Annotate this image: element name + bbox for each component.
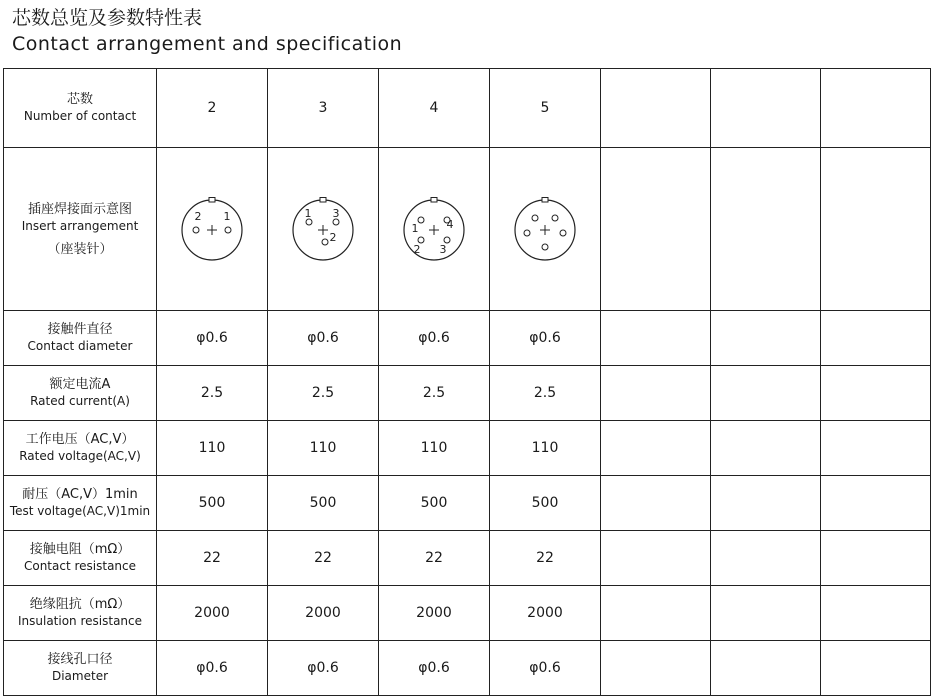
pin-number: 2 (194, 210, 202, 223)
label-extra: （座装针） (47, 241, 113, 257)
contact-count-cell: 4 (379, 69, 490, 148)
label-cn: 额定电流A (49, 377, 111, 392)
label-en: Test voltage(AC,V)1min (9, 504, 151, 518)
label-contact-resistance (4, 531, 157, 586)
pin-contact (552, 215, 558, 221)
insert-arrangement-diagram (510, 194, 580, 264)
value-cell (601, 311, 711, 366)
label-contact-diameter (4, 311, 157, 366)
insert-diagram-cell (821, 148, 931, 311)
key-notch (431, 198, 437, 203)
contact-count-cell (711, 69, 821, 148)
value-cell: 500 (490, 476, 601, 531)
pin-contact (193, 227, 199, 233)
value-cell: 2000 (490, 586, 601, 641)
value-cell: 110 (268, 421, 379, 476)
insert-diagram-cell (711, 148, 821, 311)
value-cell (601, 366, 711, 421)
value-cell: φ0.6 (268, 641, 379, 696)
value-cell: 2.5 (379, 366, 490, 421)
value-cell: 2.5 (157, 366, 268, 421)
value-cell (601, 476, 711, 531)
contact-count-cell: 5 (490, 69, 601, 148)
insert-arrangement-diagram (177, 194, 247, 264)
pin-number: 3 (439, 243, 447, 256)
label-cn: 芯数 (66, 92, 93, 107)
value-cell (711, 311, 821, 366)
value-cell: φ0.6 (379, 311, 490, 366)
label-en: Insert arrangement (21, 218, 139, 233)
value-cell: 110 (157, 421, 268, 476)
label-en: Diameter (51, 669, 109, 683)
label-en: Rated current(A) (30, 394, 130, 408)
value-cell: φ0.6 (157, 641, 268, 696)
value-cell: φ0.6 (490, 311, 601, 366)
label-en: Number of contact (23, 109, 137, 123)
value-cell (821, 641, 931, 696)
value-cell: 110 (490, 421, 601, 476)
row-test-voltage (4, 476, 931, 531)
label-insert-arrangement (4, 148, 157, 311)
pin-number: 1 (223, 210, 231, 223)
row-wire-hole-diameter (4, 641, 931, 696)
pin-contact (524, 230, 530, 236)
value-cell (711, 366, 821, 421)
pin-contact (322, 239, 328, 245)
row-contact-resistance (4, 531, 931, 586)
value-cell: 500 (268, 476, 379, 531)
insert-diagram-cell (379, 148, 490, 311)
key-notch (542, 198, 548, 203)
insert-diagram-cell (157, 148, 268, 311)
title-cn: 芯数总览及参数特性表 (12, 7, 203, 29)
row-insulation-resistance (4, 586, 931, 641)
label-cn: 接触件直径 (47, 322, 113, 337)
insert-diagram-cell (268, 148, 379, 311)
value-cell: φ0.6 (157, 311, 268, 366)
value-cell (601, 586, 711, 641)
label-cn: 接线孔口径 (47, 652, 113, 667)
label-number-of-contact (4, 69, 157, 148)
value-cell: 500 (379, 476, 490, 531)
label-wire-hole-diameter (4, 641, 157, 696)
pin-number: 3 (332, 207, 340, 220)
value-cell: 22 (490, 531, 601, 586)
row-insert-arrangement (4, 148, 931, 311)
value-cell (601, 421, 711, 476)
label-cn: 接触电阻（mΩ） (29, 542, 131, 557)
row-rated-voltage (4, 421, 931, 476)
value-cell (711, 476, 821, 531)
insert-arrangement-diagram (399, 194, 469, 264)
value-cell (711, 421, 821, 476)
insert-diagram-cell (490, 148, 601, 311)
label-en: Rated voltage(AC,V) (19, 449, 141, 463)
value-cell: 500 (157, 476, 268, 531)
value-cell (821, 531, 931, 586)
value-cell: φ0.6 (490, 641, 601, 696)
pin-contact (542, 244, 548, 250)
value-cell: 2.5 (268, 366, 379, 421)
value-cell: 2000 (157, 586, 268, 641)
label-en: Contact resistance (23, 559, 137, 573)
pin-contact (418, 217, 424, 223)
label-rated-voltage (4, 421, 157, 476)
value-cell: φ0.6 (379, 641, 490, 696)
key-notch (209, 198, 215, 203)
label-cn: 工作电压（AC,V） (25, 432, 135, 447)
value-cell (711, 641, 821, 696)
row-contact-diameter (4, 311, 931, 366)
contact-count-cell (821, 69, 931, 148)
contact-count-cell (601, 69, 711, 148)
value-cell (821, 311, 931, 366)
label-cn: 插座焊接面示意图 (27, 201, 132, 217)
key-notch (320, 198, 326, 203)
spec-table (3, 68, 931, 696)
insert-diagram-cell (601, 148, 711, 311)
label-insulation-resistance (4, 586, 157, 641)
row-rated-current (4, 366, 931, 421)
pin-contact (532, 215, 538, 221)
title-en: Contact arrangement and specification (12, 33, 403, 55)
pin-contact (225, 227, 231, 233)
value-cell: 22 (379, 531, 490, 586)
value-cell (601, 531, 711, 586)
value-cell (711, 586, 821, 641)
label-cn: 耐压（AC,V）1min (22, 487, 138, 502)
pin-number: 2 (413, 243, 421, 256)
value-cell: 22 (157, 531, 268, 586)
value-cell (601, 641, 711, 696)
pin-number: 1 (304, 207, 312, 220)
value-cell (821, 421, 931, 476)
value-cell: φ0.6 (268, 311, 379, 366)
value-cell: 2000 (379, 586, 490, 641)
contact-count-cell: 2 (157, 69, 268, 148)
label-en: Insulation resistance (17, 614, 143, 628)
value-cell (711, 531, 821, 586)
pin-number: 4 (446, 218, 454, 231)
pin-contact (560, 230, 566, 236)
row-number-of-contact (4, 69, 931, 148)
value-cell: 2.5 (490, 366, 601, 421)
pin-number: 1 (411, 222, 419, 235)
label-en: Contact diameter (27, 339, 133, 353)
value-cell: 22 (268, 531, 379, 586)
pin-number: 2 (329, 231, 337, 244)
value-cell (821, 476, 931, 531)
value-cell: 110 (379, 421, 490, 476)
value-cell (821, 366, 931, 421)
label-cn: 绝缘阻抗（mΩ） (29, 597, 131, 612)
contact-count-cell: 3 (268, 69, 379, 148)
insert-arrangement-diagram (288, 194, 358, 264)
label-test-voltage (4, 476, 157, 531)
value-cell (821, 586, 931, 641)
value-cell: 2000 (268, 586, 379, 641)
label-rated-current (4, 366, 157, 421)
